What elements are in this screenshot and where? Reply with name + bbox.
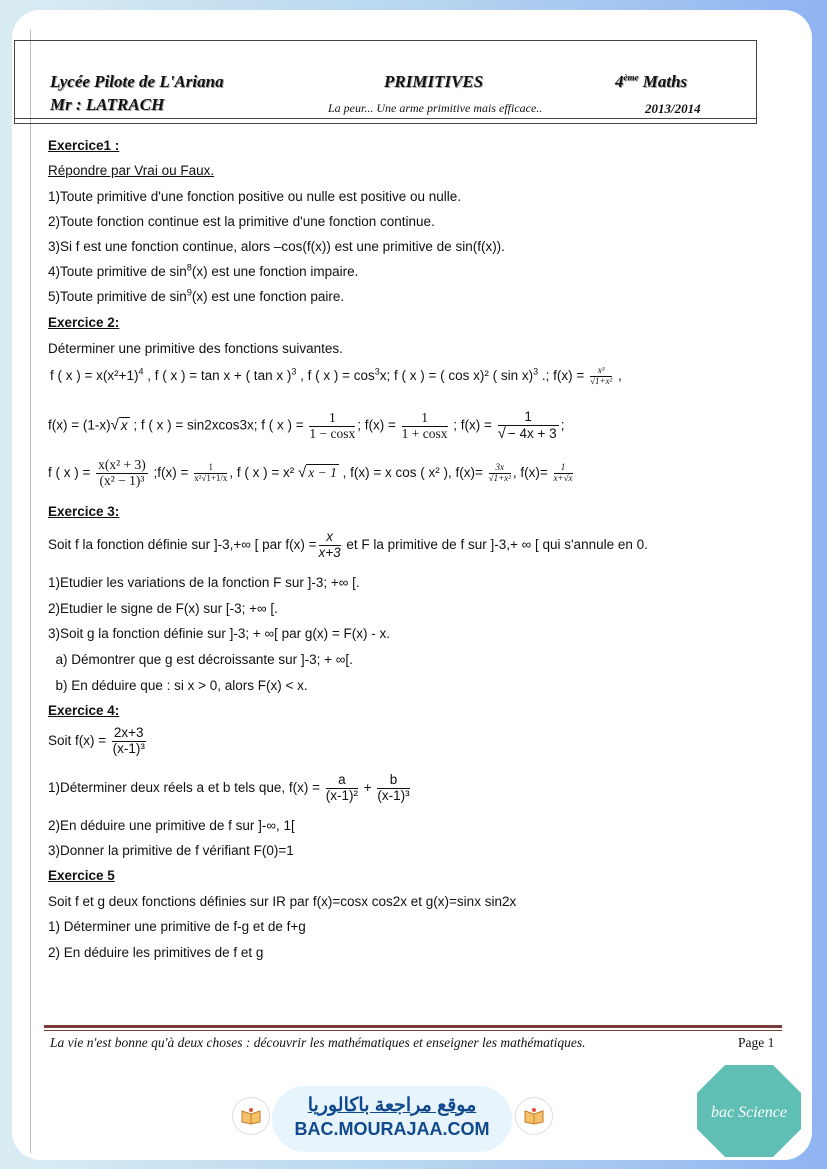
fraction: $\frac{\text{x(x² + 3)}}{\text{(x² − 1)³}}$: [98, 457, 146, 488]
fraction: $\frac{2x+3}{\text{(x-1)³}}$: [112, 725, 145, 756]
fraction: $\frac{1}{√ - 4x + 3}$: [497, 409, 557, 442]
page-number: Page 1: [738, 1035, 775, 1050]
exercise-3-q3: 3)Soit g la fonction définie sur ]-3; + ∞[ par g(x) = F(x) - x.: [48, 626, 391, 641]
exercise-5-q1: 1) Déterminer une primitive de f-g et de f+g: [48, 919, 306, 934]
exercise-4-q2: 2)En déduire une primitive de f sur ]-∞, 1[: [48, 818, 295, 833]
exercise-4-q3: 3)Donner la primitive de f vérifiant F(0)=1: [48, 843, 294, 858]
exercise-2-row-1: f ( x ) = $x(x^2+1)^4$ , f ( x ) = tan x + ( tan x )$^3$ , f ( x ) = $\cos^3x$; f ( x ) = ( cos x)² ( sin x)$^3$ .; f(x) = $\frac{\text{x³}}{\text{√1+x²}}$ ,: [50, 365, 622, 386]
site-url[interactable]: BAC.MOURAJAA.COM: [294, 1119, 490, 1139]
bac-science-logo-icon: [695, 1063, 803, 1159]
fraction: $\frac{1}{1 - \cos x}$: [309, 409, 356, 441]
exercise-3-q1: 1)Etudier les variations de la fonction F sur ]-3; +∞ [.: [48, 575, 360, 590]
exercise-1-q2: 2)Toute fonction continue est la primitive d'une fonction continue.: [48, 214, 435, 229]
school-year: 2013/2014: [645, 101, 701, 116]
class-label: 4ème Maths: [615, 72, 688, 91]
exercise-1-title: Exercice1 :: [48, 138, 120, 153]
exercise-2-row-3: f ( x ) = $\frac{\text{x(x² + 3)}}{\text{(x² − 1)³}}$ ;f(x) = $\frac{1}{\text{x²√1+1/x}}$ , f ( x ) = x² √ x − 1 , f(x) = x cos ( x² ), f(x)= $\frac{3x}{\text{√1+x²}}$ , f(x)= $\frac{1}{x+√x}$: [48, 457, 573, 488]
exercise-2-row-2: f(x) = (1-x)√ x ; f ( x ) = sin2xcos3x; f ( x ) = $\frac{1}{1 - \cos x}$ ; f(x) = $\frac{1}{1 + \cos x}$ ; f(x) = $\frac{1}{√ - 4x + 3}$ ;: [48, 409, 565, 442]
exercise-1-instruction: Répondre par Vrai ou Faux.: [48, 163, 215, 178]
exercise-3-qa: a) Démontrer que g est décroissante sur ]-3; + ∞[.: [48, 652, 353, 667]
exercise-3-qb: b) En déduire que : si x > 0, alors F(x) < x.: [48, 678, 308, 693]
fraction: $\frac{1}{x+√x}$: [553, 461, 573, 483]
exercise-2-title: Exercice 2:: [48, 315, 120, 330]
book-logo-icon: [232, 1097, 270, 1135]
site-name-arabic: موقع مراجعة باكالوريا: [307, 1095, 477, 1116]
fraction: $\frac{1}{\text{x²√1+1/x}}$: [194, 461, 228, 483]
exercise-3-title: Exercice 3:: [48, 504, 120, 519]
site-banner[interactable]: [272, 1086, 512, 1152]
fraction: $\frac{a}{\text{(x-1)²}}$: [325, 772, 358, 803]
exercise-3-statement: Soit f la fonction définie sur ]-3,+∞ [ par f(x) = $\frac{x}{x+3}$ et F la primitive de f sur ]-3,+ ∞ [ qui s'annule en 0.: [48, 529, 648, 560]
footer-divider: [44, 1025, 782, 1028]
exercise-5-q2: 2) En déduire les primitives de f et g: [48, 945, 264, 960]
footer-divider-thin: [44, 1030, 782, 1031]
exercise-1-q4: 4)Toute primitive de $\sin^8(x)$ est une fonction impaire.: [48, 262, 359, 279]
exercise-4-statement: Soit f(x) = $\frac{2x+3}{\text{(x-1)³}}$: [48, 725, 145, 756]
exercise-1-q5: 5)Toute primitive de $\sin^9(x)$ est une fonction paire.: [48, 287, 345, 304]
exercise-5-title: Exercice 5: [48, 868, 115, 883]
fraction: $\frac{1}{1 + \cos x}$: [401, 409, 448, 441]
exercise-1-q3: 3)Si f est une fonction continue, alors –cos(f(x)) est une primitive de sin(f(x)).: [48, 239, 505, 254]
exercise-4-title: Exercice 4:: [48, 703, 120, 718]
exercise-1-q1: 1)Toute primitive d'une fonction positive ou nulle est positive ou nulle.: [48, 189, 462, 204]
exercise-4-q1: 1)Déterminer deux réels a et b tels que, f(x) = $\frac{a}{\text{(x-1)²}}$ + $\frac{b}{\text{(x-1)³}}$: [48, 772, 410, 803]
exercise-2-intro: Déterminer une primitive des fonctions suivantes.: [48, 341, 343, 356]
document-title: PRIMITIVES: [384, 72, 484, 91]
logo-text: bac Science: [711, 1104, 787, 1121]
fraction: $\frac{b}{\text{(x-1)³}}$: [377, 772, 410, 803]
exercise-5-statement: Soit f et g deux fonctions définies sur IR par f(x)=cosx cos2x et g(x)=sinx sin2x: [48, 894, 517, 909]
school-name: Lycée Pilote de L'Ariana: [50, 72, 224, 91]
fraction: $\frac{x}{x+3}$: [318, 529, 341, 560]
motto: La peur... Une arme primitive mais efficace..: [328, 101, 543, 115]
fraction: $\frac{\text{x³}}{\text{√1+x²}}$: [590, 365, 613, 386]
fraction: $\frac{3x}{\text{√1+x²}}$: [488, 461, 511, 483]
teacher-name: Mr : LATRACH: [50, 95, 165, 114]
footer-quote: La vie n'est bonne qu'à deux choses : découvrir les mathématiques et enseigner les mathématiques.: [50, 1035, 586, 1050]
book-logo-icon: [515, 1097, 553, 1135]
exercise-3-q2: 2)Etudier le signe de F(x) sur [-3; +∞ [.: [48, 601, 278, 616]
